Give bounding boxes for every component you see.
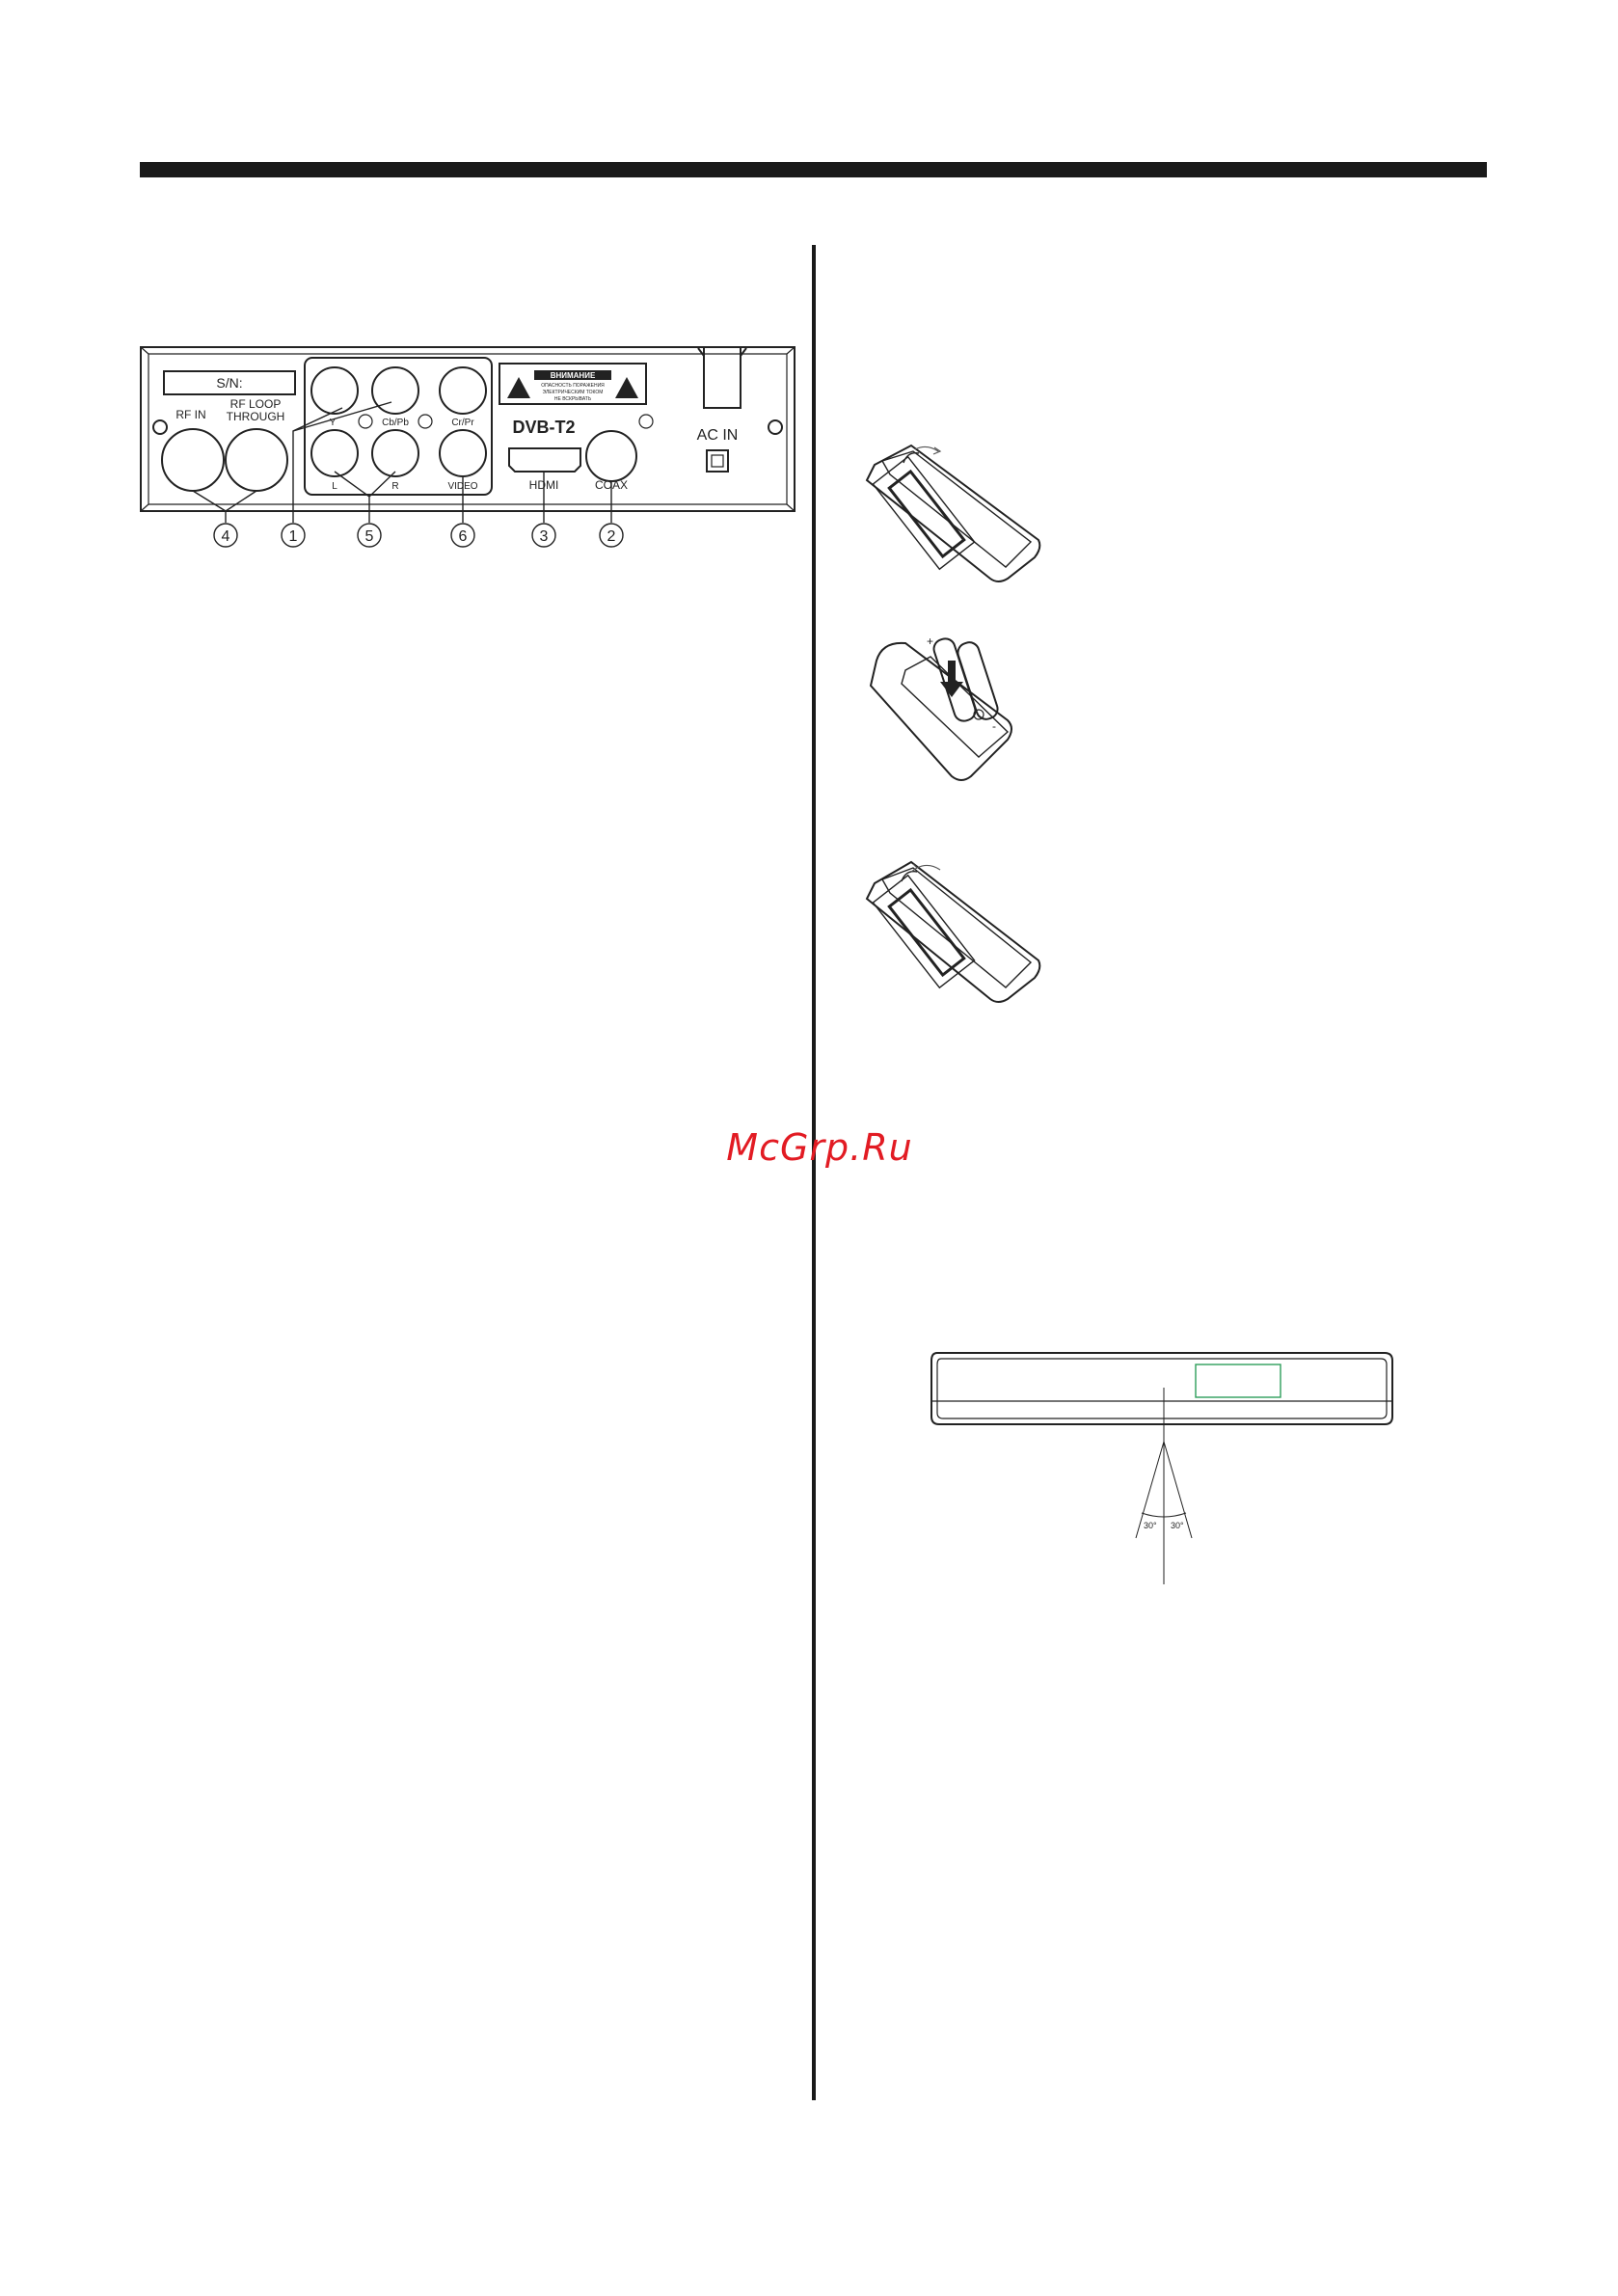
y-connector [311, 367, 358, 414]
audio-r-connector [372, 430, 418, 476]
serial-label: S/N: [216, 375, 243, 391]
polarity-minus: - [992, 719, 996, 733]
ac-in-socket [707, 450, 728, 472]
warning-line-2: ЭЛЕКТРИЧЕСКИМ ТОКОМ [542, 390, 604, 395]
cb-pb-label: Cb/Pb [382, 418, 409, 428]
hdmi-label: HDMI [528, 478, 559, 492]
header-bar [140, 162, 1487, 177]
video-connector [440, 430, 486, 476]
audio-l-connector [311, 430, 358, 476]
watermark: McGrp.Ru [726, 1126, 913, 1169]
rf-loop-label-1: RF LOOP [229, 397, 282, 411]
rf-loop-label-2: THROUGH [226, 410, 285, 423]
column-divider [812, 245, 816, 2100]
warning-line-3: НЕ ВСКРЫВАТЬ [553, 396, 592, 402]
audio-l-label: L [332, 481, 337, 492]
rf-loop-connector [226, 429, 287, 491]
ir-range-diagram [926, 1345, 1398, 1596]
y-label: Y [329, 418, 337, 428]
rf-in-label: RF IN [175, 408, 206, 421]
angle-left: 30° [1144, 1521, 1157, 1530]
coax-label: COAX [594, 478, 629, 492]
receiver-front-outline [931, 1353, 1392, 1424]
battery-step-open-cover [863, 424, 1056, 598]
power-cord [698, 348, 746, 408]
ac-in-label: AC IN [696, 427, 739, 444]
battery-step-insert-batteries [863, 632, 1056, 796]
hdmi-port [509, 448, 580, 472]
audio-r-label: R [391, 481, 399, 492]
callout-4: 4 [221, 528, 230, 545]
battery-step-close-cover [863, 839, 1056, 1022]
polarity-plus: + [927, 635, 934, 648]
coax-connector [586, 431, 636, 481]
callout-6: 6 [458, 528, 468, 545]
screw-hole-left [153, 420, 167, 434]
callout-5: 5 [364, 528, 374, 545]
dvb-t2-logo: DVB-T2 [512, 418, 576, 437]
ir-sensor-window [1196, 1364, 1281, 1397]
cb-pb-connector [372, 367, 418, 414]
callout-3: 3 [539, 528, 549, 545]
warning-title: ВНИМАНИЕ [550, 371, 596, 380]
warning-line-1: ОПАСНОСТЬ ПОРАЖЕНИЯ [541, 383, 605, 389]
rear-panel-diagram [135, 342, 800, 559]
video-label: VIDEO [447, 481, 478, 492]
screw-hole-right [769, 420, 782, 434]
callout-1: 1 [288, 528, 298, 545]
rf-in-connector [162, 429, 224, 491]
cr-pr-label: Cr/Pr [451, 418, 474, 428]
callout-2: 2 [607, 528, 616, 545]
cr-pr-connector [440, 367, 486, 414]
angle-right: 30° [1171, 1521, 1184, 1530]
